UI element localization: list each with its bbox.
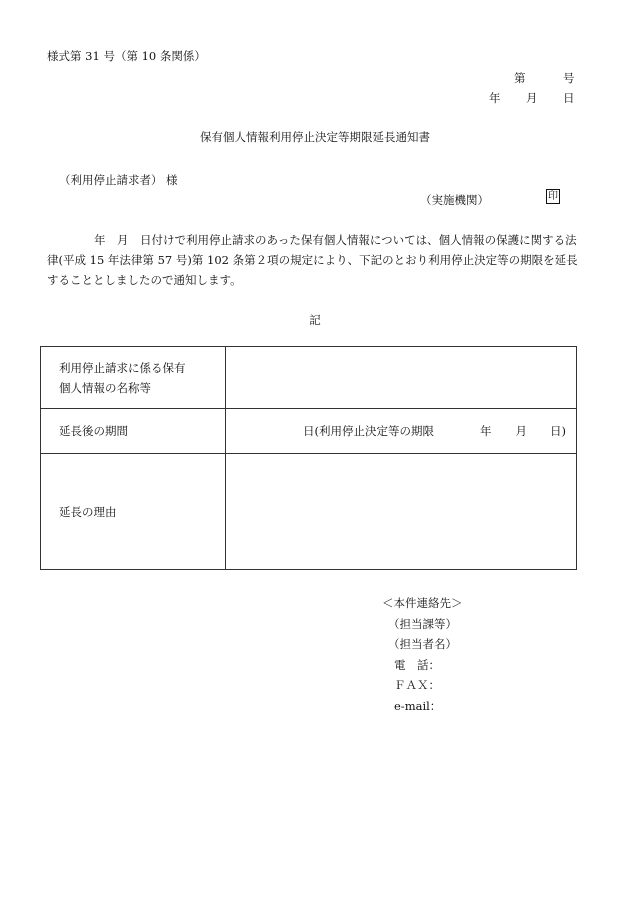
issuer-label: （実施機関）	[420, 193, 489, 207]
period-day-text: 日(利用停止決定等の期限	[303, 424, 434, 438]
seal-mark: 印	[548, 191, 558, 202]
form-number: 様式第 31 号（第 10 条関係）	[47, 49, 206, 63]
table-row	[41, 347, 577, 409]
document-title: 保有個人情報利用停止決定等期限延長通知書	[200, 130, 430, 144]
extension-reason-label: 延長の理由	[41, 454, 226, 570]
details-table	[40, 346, 577, 570]
contact-phone: 電 話：	[394, 657, 440, 672]
personal-info-name-value	[226, 347, 577, 409]
table-row	[41, 454, 577, 570]
extended-period-label: 延長後の期間	[41, 409, 226, 454]
period-year: 年	[480, 424, 492, 438]
contact-block	[376, 593, 463, 716]
ki-heading: 記	[309, 313, 321, 327]
extension-reason-value	[226, 454, 577, 570]
contact-section: （担当課等）	[388, 616, 457, 631]
date-month: 月	[526, 91, 538, 105]
personal-info-name-label-line1: 利用停止請求に係る保有	[59, 360, 186, 375]
table-row	[41, 409, 577, 454]
document-number-suffix: 号	[563, 71, 575, 85]
period-day-close: 日)	[550, 424, 566, 438]
addressee-label: （利用停止請求者）	[59, 173, 163, 187]
contact-person: （担当者名）	[388, 637, 457, 651]
period-month: 月	[515, 424, 527, 438]
table-cell-label	[41, 347, 226, 409]
contact-email: e-mail：	[394, 698, 442, 713]
personal-info-name-label-line2: 個人情報の名称等	[59, 380, 151, 395]
document-number-prefix: 第	[514, 71, 526, 85]
contact-fax: ＦＡＸ：	[394, 678, 440, 692]
date-day: 日	[563, 91, 575, 105]
addressee-honorific: 様	[166, 173, 178, 187]
contact-heading: ＜本件連絡先＞	[382, 596, 463, 610]
notice-body: 年 月 日付けで利用停止請求のあった保有個人情報については、個人情報の保護に関する法律(平成 15 年法律第 57 号)第 102 条第２項の規定により、下記のとおり利用停止決定等の期限を延長することとしましたので通知します。	[47, 233, 578, 287]
extended-period-value	[226, 409, 577, 454]
date-year: 年	[489, 91, 501, 105]
